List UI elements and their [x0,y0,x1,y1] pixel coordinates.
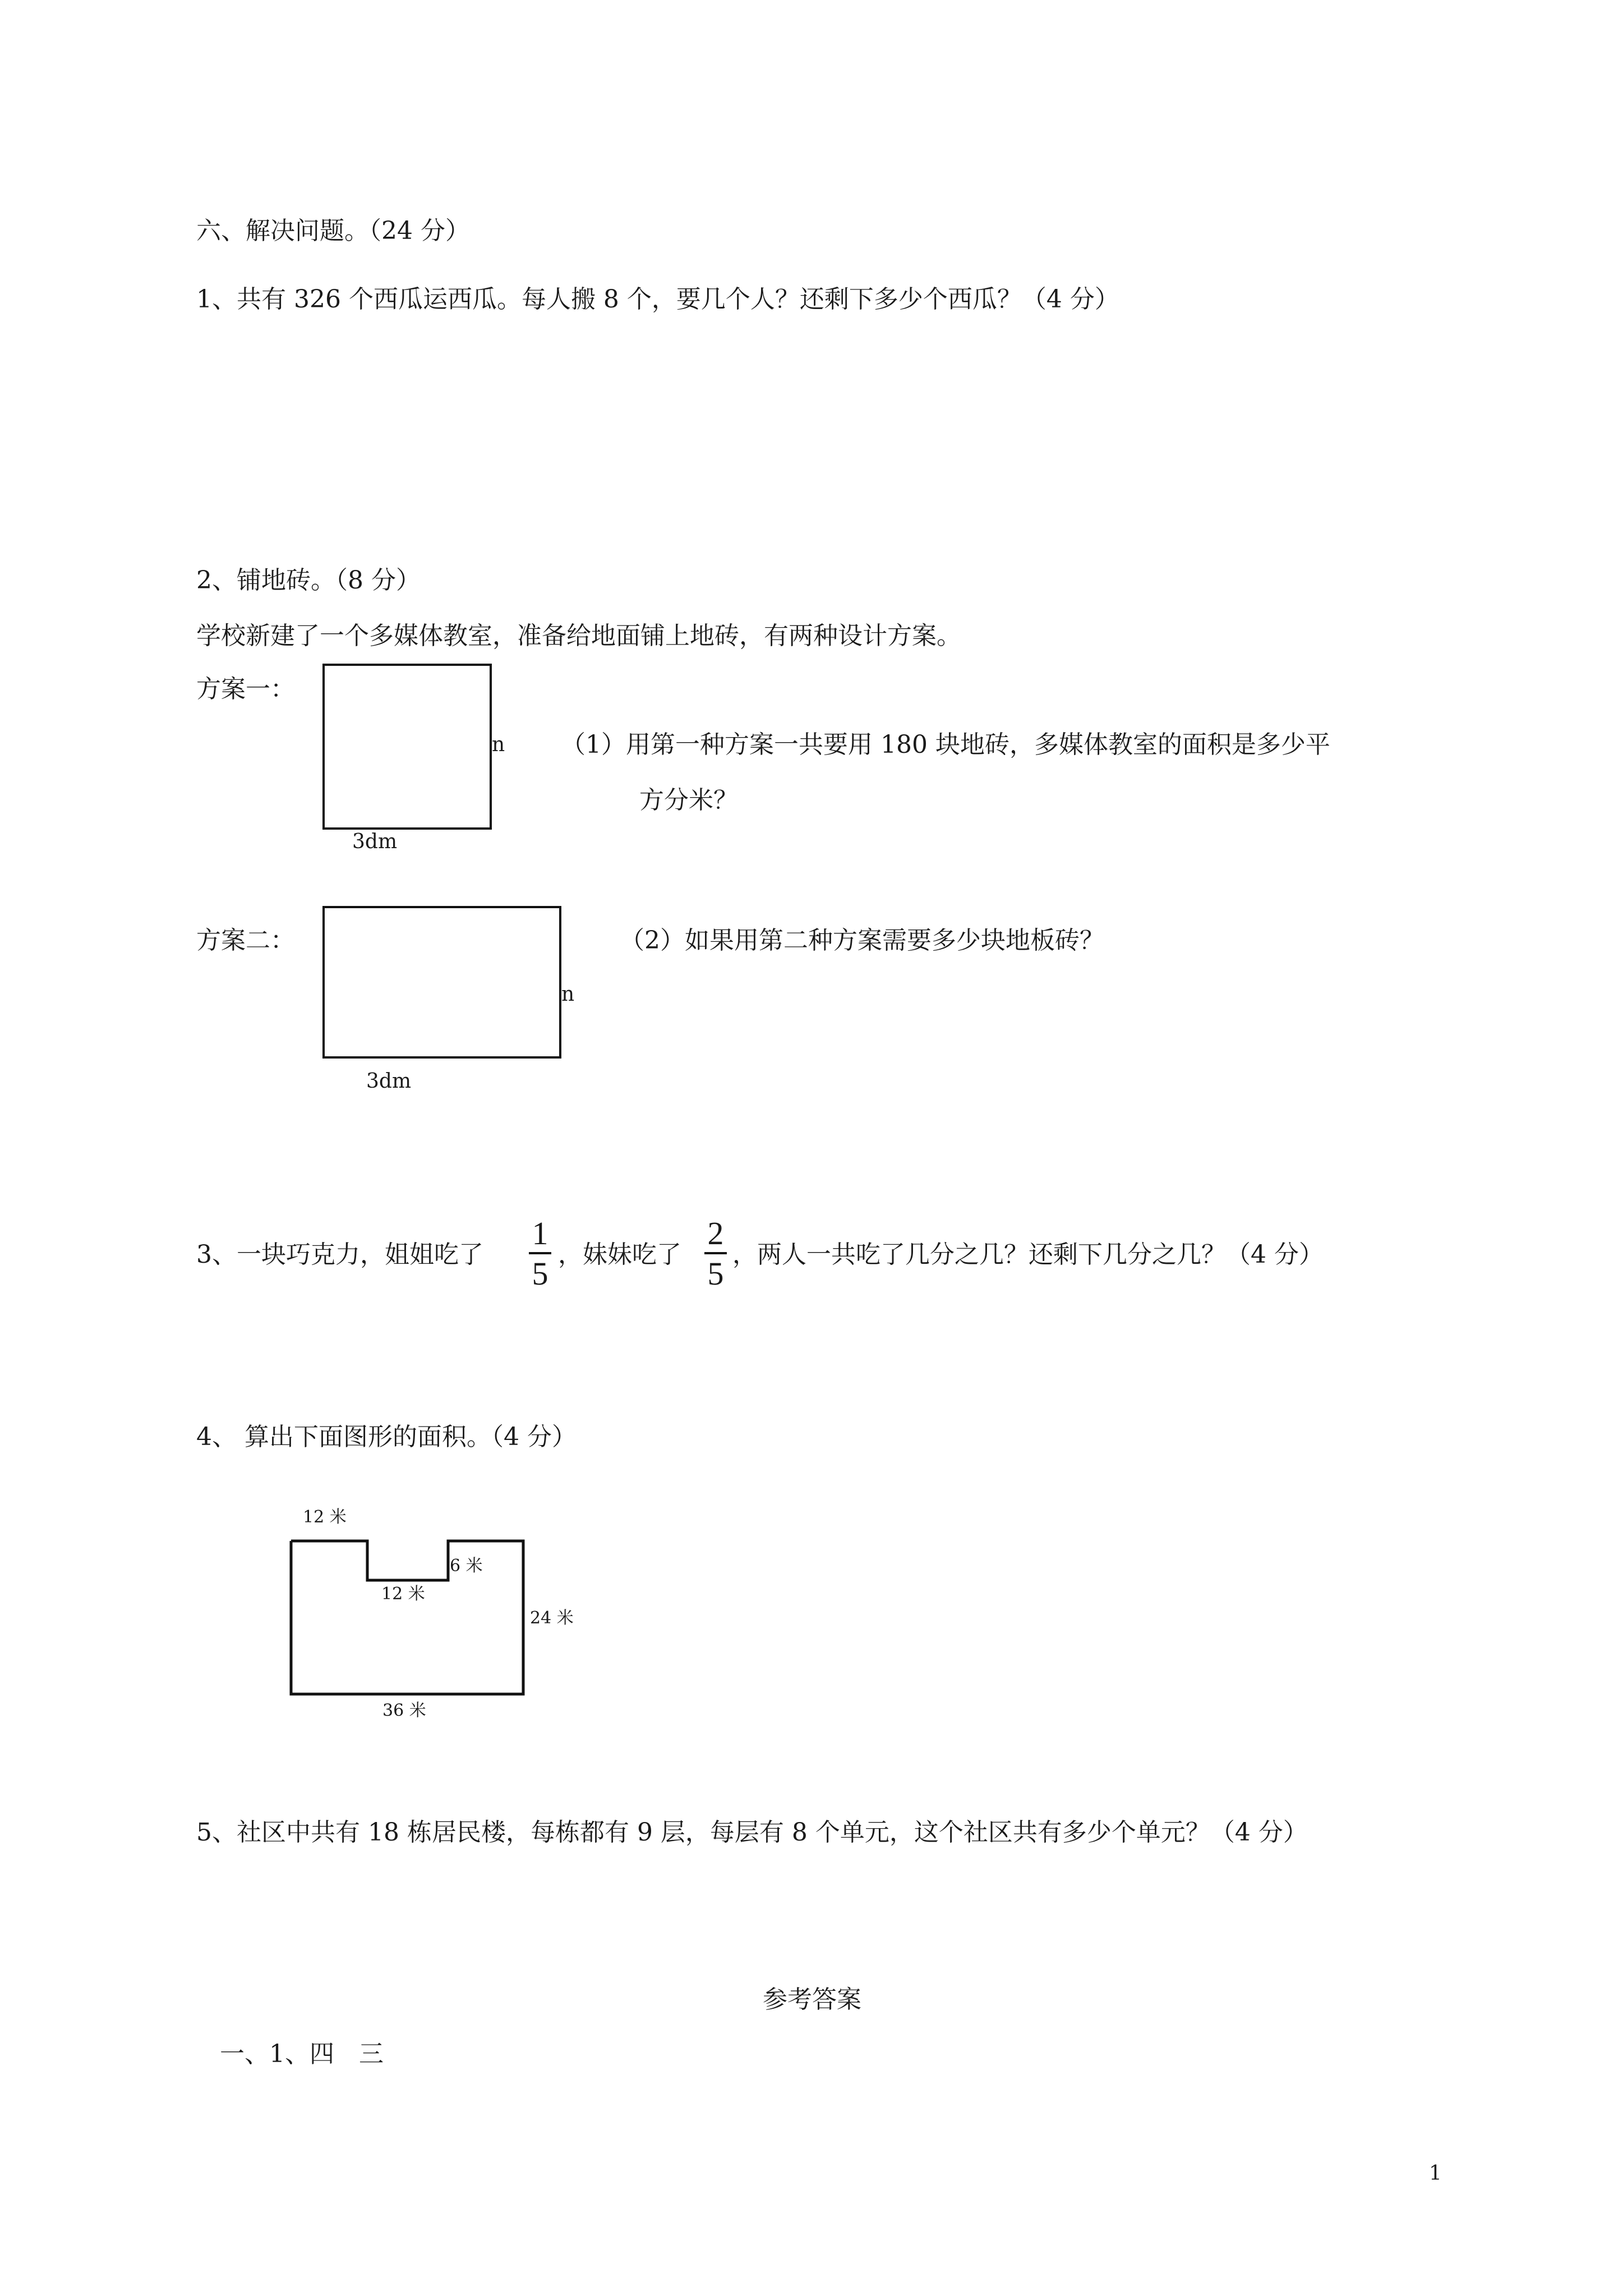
question-2-intro: 学校新建了一个多媒体教室，准备给地面铺上地砖，有两种设计方案。 [196,622,961,650]
shape-label-notch-width: 12 米 [381,1584,425,1604]
shape-label-top-left: 12 米 [303,1507,347,1527]
shape-label-right-height: 24 米 [530,1608,574,1628]
fraction-1-numerator: 1 [532,1215,548,1251]
question-5-text: 5、社区中共有 18 栋居民楼，每栋都有 9 层，每层有 8 个单元，这个社区共有多少个单元？（4 分） [196,1818,1308,1847]
plan-2-side-label: n [561,983,575,1006]
sub-question-1-line-1: （1）用第一种方案一共要用 180 块地砖，多媒体教室的面积是多少平 [561,730,1330,759]
question-3-part-1: 3、一块巧克力，姐姐吃了 [196,1240,483,1269]
plan-2-label: 方案二： [196,926,295,955]
shape-label-bottom: 36 米 [382,1701,426,1720]
question-1-text: 1、共有 326 个西瓜运西瓜。每人搬 8 个，要几个人？还剩下多少个西瓜？（4 分） [196,285,1119,314]
plan-1-bottom-label: 3dm [352,830,398,853]
plan-2-bottom-label: 3dm [366,1070,412,1093]
fraction-2-numerator: 2 [707,1215,724,1251]
question-3-part-3: ，两人一共吃了几分之几？还剩下几分之几？（4 分） [732,1240,1324,1269]
plan-1-label: 方案一： [196,675,295,703]
sub-question-2-text: （2）如果用第二种方案需要多少块地板砖？ [620,926,1104,955]
notched-shape-outline [291,1541,523,1694]
fraction-2-denominator: 5 [707,1255,724,1292]
answers-title: 参考答案 [763,1985,861,2014]
question-3-part-2: ，妹妹吃了 [558,1240,681,1269]
plan-1-side-label: n [492,733,505,756]
page-number: 1 [1429,2162,1442,2185]
question-4-text: 4、 算出下面图形的面积。（4 分） [196,1423,577,1451]
section-heading: 六、解决问题。（24 分） [196,217,470,245]
answers-line-1: 一、1、四 三 [220,2040,384,2068]
question-2-title: 2、铺地砖。（8 分） [196,566,421,595]
shape-label-notch-depth: 6 米 [450,1556,483,1576]
fraction-1-denominator: 5 [532,1255,548,1292]
sub-question-1-line-2: 方分米？ [639,786,738,815]
